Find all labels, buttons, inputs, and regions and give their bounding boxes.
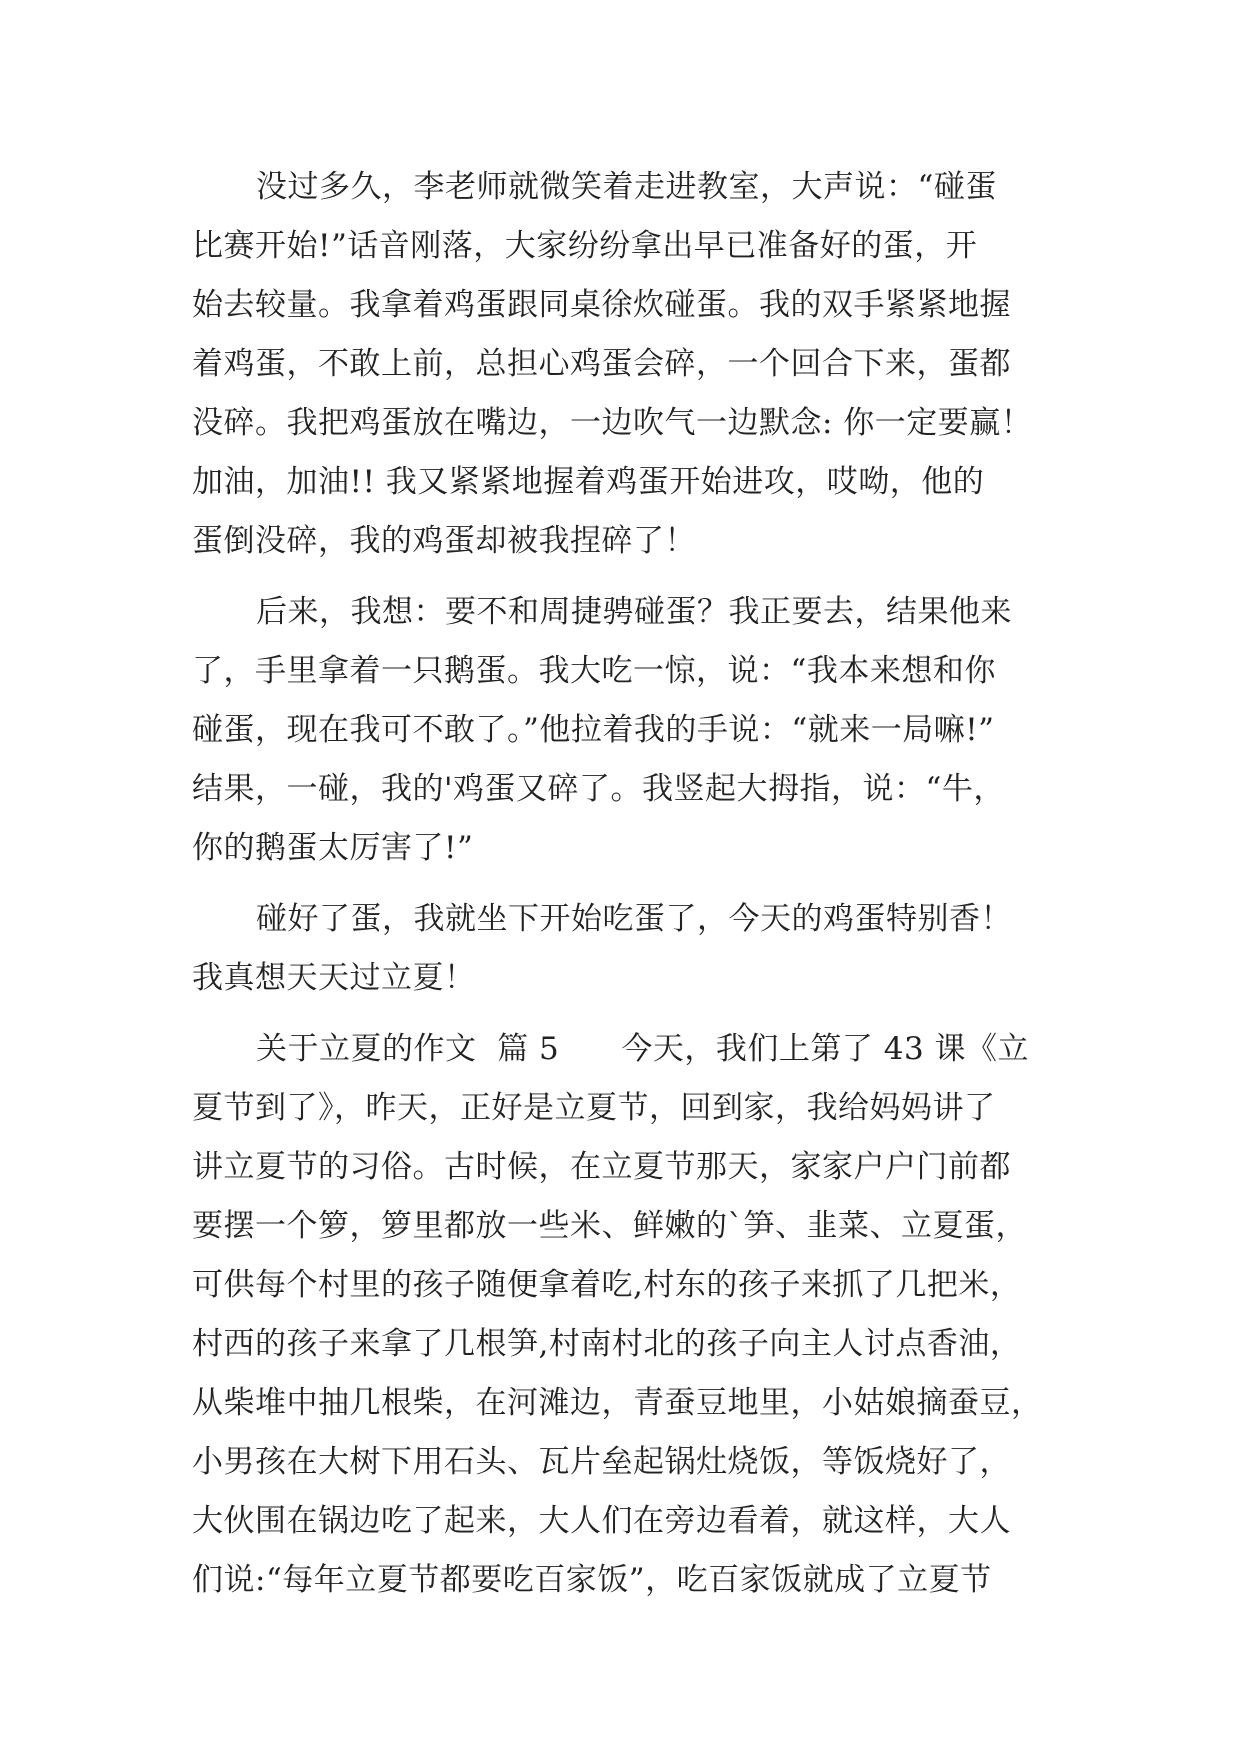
text-line: 着鸡蛋，不敢上前，总担心鸡蛋会碎，一个回合下来，蛋都 — [192, 346, 1011, 382]
text-line: 要摆一个箩，箩里都放一些米、鲜嫩的`笋、韭菜、立夏蛋， — [192, 1208, 1027, 1244]
paragraph-3 — [192, 890, 1062, 1008]
text-line: 你的鹅蛋太厉害了!” — [192, 830, 474, 866]
text-line: 可供每个村里的孩子随便拿着吃,村东的孩子来抓了几把米， — [192, 1267, 1022, 1303]
paragraph-2 — [192, 583, 1062, 878]
text-line: 讲立夏节的习俗。古时候，在立夏节那天，家家户户门前都 — [192, 1149, 1011, 1185]
text-line: 后来，我想：要不和周捷骋碰蛋？我正要去，结果他来 — [256, 594, 1012, 630]
document-body — [192, 158, 1062, 1610]
text-line: 村西的孩子来拿了几根笋,村南村北的孩子向主人讨点香油， — [192, 1326, 1022, 1362]
text-line: 关于立夏的作文 篇 5 今天，我们上第了 43 课《立 — [256, 1031, 1030, 1067]
paragraph-gap — [192, 1008, 1062, 1020]
text-line: 没过多久，李老师就微笑着走进教室，大声说：“碰蛋 — [256, 169, 997, 205]
text-line: 碰好了蛋，我就坐下开始吃蛋了，今天的鸡蛋特别香！ — [256, 901, 1012, 937]
text-line: 们说:“每年立夏节都要吃百家饭”，吃百家饭就成了立夏节 — [192, 1562, 992, 1598]
text-line: 小男孩在大树下用石头、瓦片垒起锅灶烧饭，等饭烧好了， — [192, 1444, 1011, 1480]
text-line: 了，手里拿着一只鹅蛋。我大吃一惊，说：“我本来想和你 — [192, 653, 996, 689]
text-line: 加油，加油!! 我又紧紧地握着鸡蛋开始进攻，哎呦，他的 — [192, 464, 985, 500]
paragraph-gap — [192, 571, 1062, 583]
text-line: 我真想天天过立夏！ — [192, 960, 476, 996]
text-line: 没碎。我把鸡蛋放在嘴边，一边吹气一边默念: 你一定要赢！ — [192, 405, 1033, 441]
text-line: 夏节到了》，昨天，正好是立夏节，回到家，我给妈妈讲了 — [192, 1090, 996, 1126]
text-line: 比赛开始!”话音刚落，大家纷纷拿出早已准备好的蛋，开 — [192, 228, 978, 264]
paragraph-4 — [192, 1020, 1062, 1610]
paragraph-1 — [192, 158, 1062, 571]
text-line: 结果，一碰，我的'鸡蛋又碎了。我竖起大拇指，说：“牛， — [192, 771, 1005, 807]
text-line: 从柴堆中抽几根柴，在河滩边，青蚕豆地里，小姑娘摘蚕豆， — [192, 1385, 1043, 1421]
paragraph-gap — [192, 878, 1062, 890]
text-line: 碰蛋，现在我可不敢了。”他拉着我的手说：“就来一局嘛!” — [192, 712, 995, 748]
text-line: 始去较量。我拿着鸡蛋跟同桌徐炊碰蛋。我的双手紧紧地握 — [192, 287, 1011, 323]
text-line: 蛋倒没碎，我的鸡蛋却被我捏碎了！ — [192, 523, 696, 559]
text-line: 大伙围在锅边吃了起来，大人们在旁边看着，就这样，大人 — [192, 1503, 1011, 1539]
